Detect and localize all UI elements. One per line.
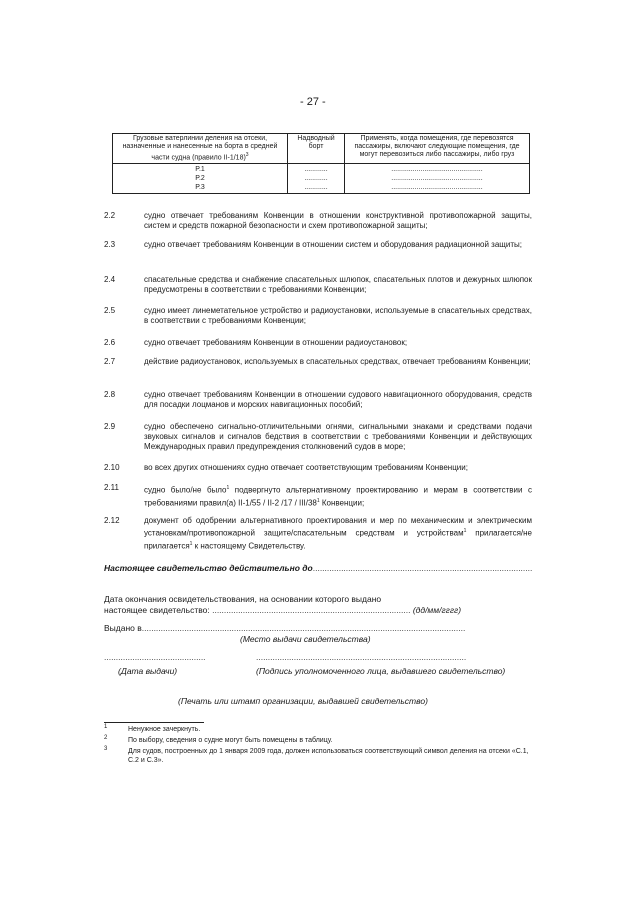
valid-until-label: Настоящее свидетельство действительно до	[104, 563, 313, 573]
valid-until-line	[104, 563, 534, 573]
issue-date-field[interactable]: ...........................................	[104, 652, 206, 662]
clause-number: 2.2	[104, 211, 116, 220]
footnote-ref: 1	[316, 497, 320, 504]
footnote-mark: 1	[104, 724, 108, 730]
clause-text-part: подвергнуто альтернативному проектированию и мерам в соответствии с требованиями правил(а) II-1/55 / II-2 /17 / III/38	[144, 485, 532, 508]
survey-end-line2	[104, 605, 534, 616]
table-cell-label	[113, 164, 288, 194]
clause-text-part: документ об одобрении альтернативного проектирования и мер по механическим и электрическим установкам/противопожарной защите/спасательным средствам и устройствам	[144, 516, 532, 538]
footnote-text: Ненужное зачеркнуть.	[128, 726, 201, 733]
seal-caption: (Печать или штамп организации, выдавшей свидетельство)	[178, 696, 428, 706]
usage-value: ...............................................	[391, 175, 483, 183]
issued-at-field[interactable]: .........................................................................................................................................	[141, 623, 466, 633]
clause-text: действие радиоустановок, используемых в спасательных средствах, отвечает требованиям Конвенции;	[144, 357, 531, 366]
table-row	[113, 164, 530, 194]
footnote-divider	[104, 722, 204, 723]
footnote-mark: 2	[104, 735, 108, 741]
survey-end-block	[104, 594, 534, 616]
clause-number: 2.10	[104, 463, 120, 472]
freeboard-value: ............	[304, 175, 328, 183]
footnote-item	[104, 746, 534, 764]
clause-text: судно отвечает требованиям Конвенции в отношении конструктивной противопожарной защиты, систем и средств пожарной безопасности и схем противопожарной защиты;	[144, 211, 532, 230]
row-label: P.3	[195, 184, 205, 192]
clause-text: судно отвечает требованиям Конвенции в отношении систем и оборудования радиационной защиты;	[144, 240, 522, 249]
page-number: - 27 -	[300, 96, 326, 108]
subdivision-table	[112, 133, 530, 194]
date-format-hint: (дд/мм/гггг)	[412, 605, 462, 615]
footnote-text: По выбору, сведения о судне могут быть помещены в таблицу.	[128, 737, 333, 744]
row-label: P.2	[195, 175, 205, 183]
clause-number: 2.6	[104, 338, 116, 347]
footnotes	[104, 724, 534, 764]
clause-number: 2.11	[104, 483, 119, 492]
header-text: Грузовые ватерлинии деления на отсеки, назначенные и нанесенные на борта в средней части судна (правило II-1/18)	[122, 135, 278, 162]
table-cell-freeboard	[288, 164, 345, 194]
issued-at-label: Выдано в	[104, 623, 142, 633]
clause-text: судно обеспечено сигнально-отличительными огнями, сигнальными знаками и средствами подачи звуковых сигналов и сигналов бедствия в соответствии с требованиями Конвенции и действующих Международных правил предупреждения столкновений судов в море;	[144, 422, 532, 451]
freeboard-value: ............	[304, 166, 328, 174]
footnote-ref: 1	[463, 528, 467, 534]
clause-number: 2.4	[104, 275, 116, 284]
survey-end-field[interactable]: ....................................................................................	[212, 605, 411, 615]
clause-text-part: Конвенции;	[319, 498, 365, 508]
clause-text: спасательные средства и снабжение спасательных шлюпок, спасательных плотов и дежурных шлюпок предусмотрены в соответствии с требованиями Конвенции;	[144, 275, 532, 294]
clause-number: 2.8	[104, 390, 116, 399]
signature-field[interactable]: .........................................................................................	[256, 652, 467, 662]
table-header-row	[113, 134, 530, 164]
clause-number: 2.3	[104, 240, 116, 249]
clause-number: 2.5	[104, 306, 116, 315]
valid-until-field[interactable]: .............................................................................................	[312, 563, 533, 573]
clause-number: 2.7	[104, 357, 116, 366]
clause-text	[144, 483, 532, 508]
table-header-freeboard: Надводный борт	[288, 134, 345, 164]
clause-text-part: к настоящему Свидетельству.	[192, 541, 306, 551]
survey-end-label: настоящее свидетельство:	[104, 605, 210, 615]
clause-text: судно имеет линеметательное устройство и радиоустановки, используемые в спасательных средствах, в соответствии с требованиями Конвенции;	[144, 306, 532, 325]
table-cell-usage	[345, 164, 530, 194]
footnote-item	[104, 736, 534, 747]
footnote-ref: 1	[226, 485, 230, 491]
issue-date-caption: (Дата выдачи)	[118, 666, 178, 676]
clause-text: судно отвечает требованиям Конвенции в отношении судового навигационного оборудования, средств для посадки лоцманов и морских навигационных пособий;	[144, 390, 532, 409]
footnote-text: Для судов, построенных до 1 января 2009 года, должен использоваться соответствующий символ деления на отсеки «C.1, C.2 и C.3».	[128, 748, 529, 764]
survey-end-line1: Дата окончания освидетельствования, на основании которого выдано	[104, 594, 382, 604]
signature-caption: (Подпись уполномоченного лица, выдавшего свидетельство)	[256, 666, 506, 676]
footnote-ref: 3	[245, 152, 249, 158]
clause-text: судно отвечает требованиям Конвенции в отношении радиоустановок;	[144, 338, 408, 347]
table-header-usage: Применять, когда помещения, где перевозятся пассажиры, включают следующие помещения, где могут перевозиться либо пассажиры, либо груз	[345, 134, 530, 164]
clause-text: во всех других отношениях судно отвечает соответствующим требованиям Конвенции;	[144, 463, 468, 472]
table-header-loadlines	[113, 134, 288, 164]
row-label: P.1	[195, 166, 205, 174]
usage-value: ...............................................	[391, 184, 483, 192]
clause-number: 2.9	[104, 422, 116, 431]
issued-at-caption: (Место выдачи свидетельства)	[240, 634, 371, 644]
usage-value: ...............................................	[391, 166, 483, 174]
footnote-mark: 3	[104, 746, 108, 752]
clause-text	[144, 516, 532, 551]
issued-at-line	[104, 623, 534, 633]
clause-text-part: прилагается/не прилагается	[144, 528, 532, 551]
clause-number: 2.12	[104, 516, 120, 525]
footnote-item	[104, 725, 534, 736]
footnote-ref: 1	[189, 540, 193, 547]
freeboard-value: ............	[304, 184, 328, 192]
clause-text-part: судно было/не было	[144, 485, 227, 495]
